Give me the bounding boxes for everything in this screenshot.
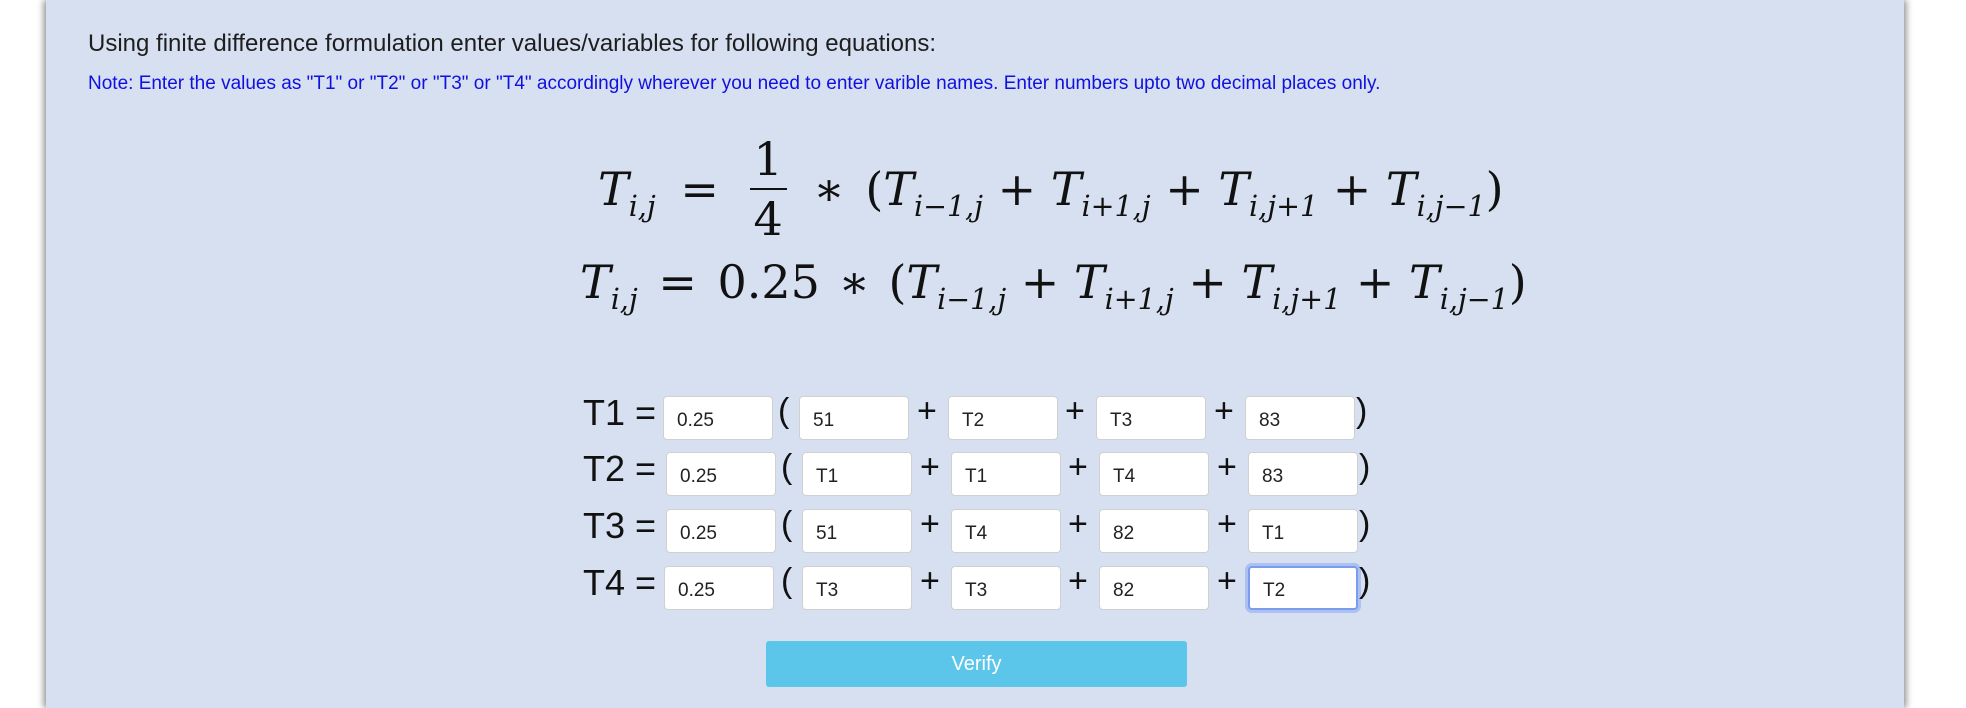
formula-decimal: $T_{i,j} = 0.25$ ∗ $(T_{i-1,j} + T_{i+1,j} + T_{i,j+1} + T_{i,j-1})$ <box>580 255 1527 316</box>
close-paren: ) <box>1359 448 1371 486</box>
equation-label-t1: T1 = <box>583 392 657 433</box>
t3-term2-input[interactable] <box>951 509 1061 553</box>
t1-term4-input[interactable] <box>1245 396 1355 440</box>
t3-term4-input[interactable] <box>1248 509 1358 553</box>
open-paren: ( <box>778 392 790 430</box>
t2-term1-input[interactable] <box>802 452 912 496</box>
plus-sign: + <box>1068 448 1088 486</box>
plus-sign: + <box>1068 562 1088 600</box>
t3-term1-input[interactable] <box>802 509 912 553</box>
t3-coefficient-input[interactable] <box>666 509 776 553</box>
t2-term2-input[interactable] <box>951 452 1061 496</box>
t2-term4-input[interactable] <box>1248 452 1358 496</box>
plus-sign: + <box>917 392 937 430</box>
close-paren: ) <box>1359 562 1371 600</box>
equation-label-t4: T4 = <box>583 562 657 603</box>
t1-term3-input[interactable] <box>1096 396 1206 440</box>
t1-coefficient-input[interactable] <box>663 396 773 440</box>
open-paren: ( <box>781 562 793 600</box>
plus-sign: + <box>1217 562 1237 600</box>
t1-term1-input[interactable] <box>799 396 909 440</box>
close-paren: ) <box>1359 505 1371 543</box>
plus-sign: + <box>1065 392 1085 430</box>
open-paren: ( <box>781 448 793 486</box>
t3-term3-input[interactable] <box>1099 509 1209 553</box>
plus-sign: + <box>1217 448 1237 486</box>
t4-term1-input[interactable] <box>802 566 912 610</box>
t2-term3-input[interactable] <box>1099 452 1209 496</box>
equation-label-t2: T2 = <box>583 448 657 489</box>
t4-coefficient-input[interactable] <box>664 566 774 610</box>
fraction-one-quarter: $\frac{1}{4}$ <box>750 132 787 246</box>
instructions-note: Note: Enter the values as "T1" or "T2" or "T3" or "T4" accordingly wherever you need to enter varible names. Enter numbers upto two decimal places only. <box>88 73 1381 94</box>
plus-sign: + <box>1068 505 1088 543</box>
t1-term2-input[interactable] <box>948 396 1058 440</box>
close-paren: ) <box>1356 392 1368 430</box>
instructions-heading: Using finite difference formulation enter values/variables for following equations: <box>88 30 937 57</box>
t4-term4-input[interactable] <box>1248 566 1358 610</box>
open-paren: ( <box>781 505 793 543</box>
plus-sign: + <box>1214 392 1234 430</box>
formula-fraction: $T_{i,j}$ = $\frac{1}{4}$ ∗ $(T_{i-1,j} + T_{i+1,j} + T_{i,j+1} + T_{i,j-1})$ <box>598 132 1504 246</box>
equation-label-t3: T3 = <box>583 505 657 546</box>
plus-sign: + <box>920 562 940 600</box>
t4-term3-input[interactable] <box>1099 566 1209 610</box>
plus-sign: + <box>1217 505 1237 543</box>
verify-button[interactable]: Verify <box>766 641 1187 687</box>
plus-sign: + <box>920 448 940 486</box>
plus-sign: + <box>920 505 940 543</box>
t2-coefficient-input[interactable] <box>666 452 776 496</box>
t4-term2-input[interactable] <box>951 566 1061 610</box>
